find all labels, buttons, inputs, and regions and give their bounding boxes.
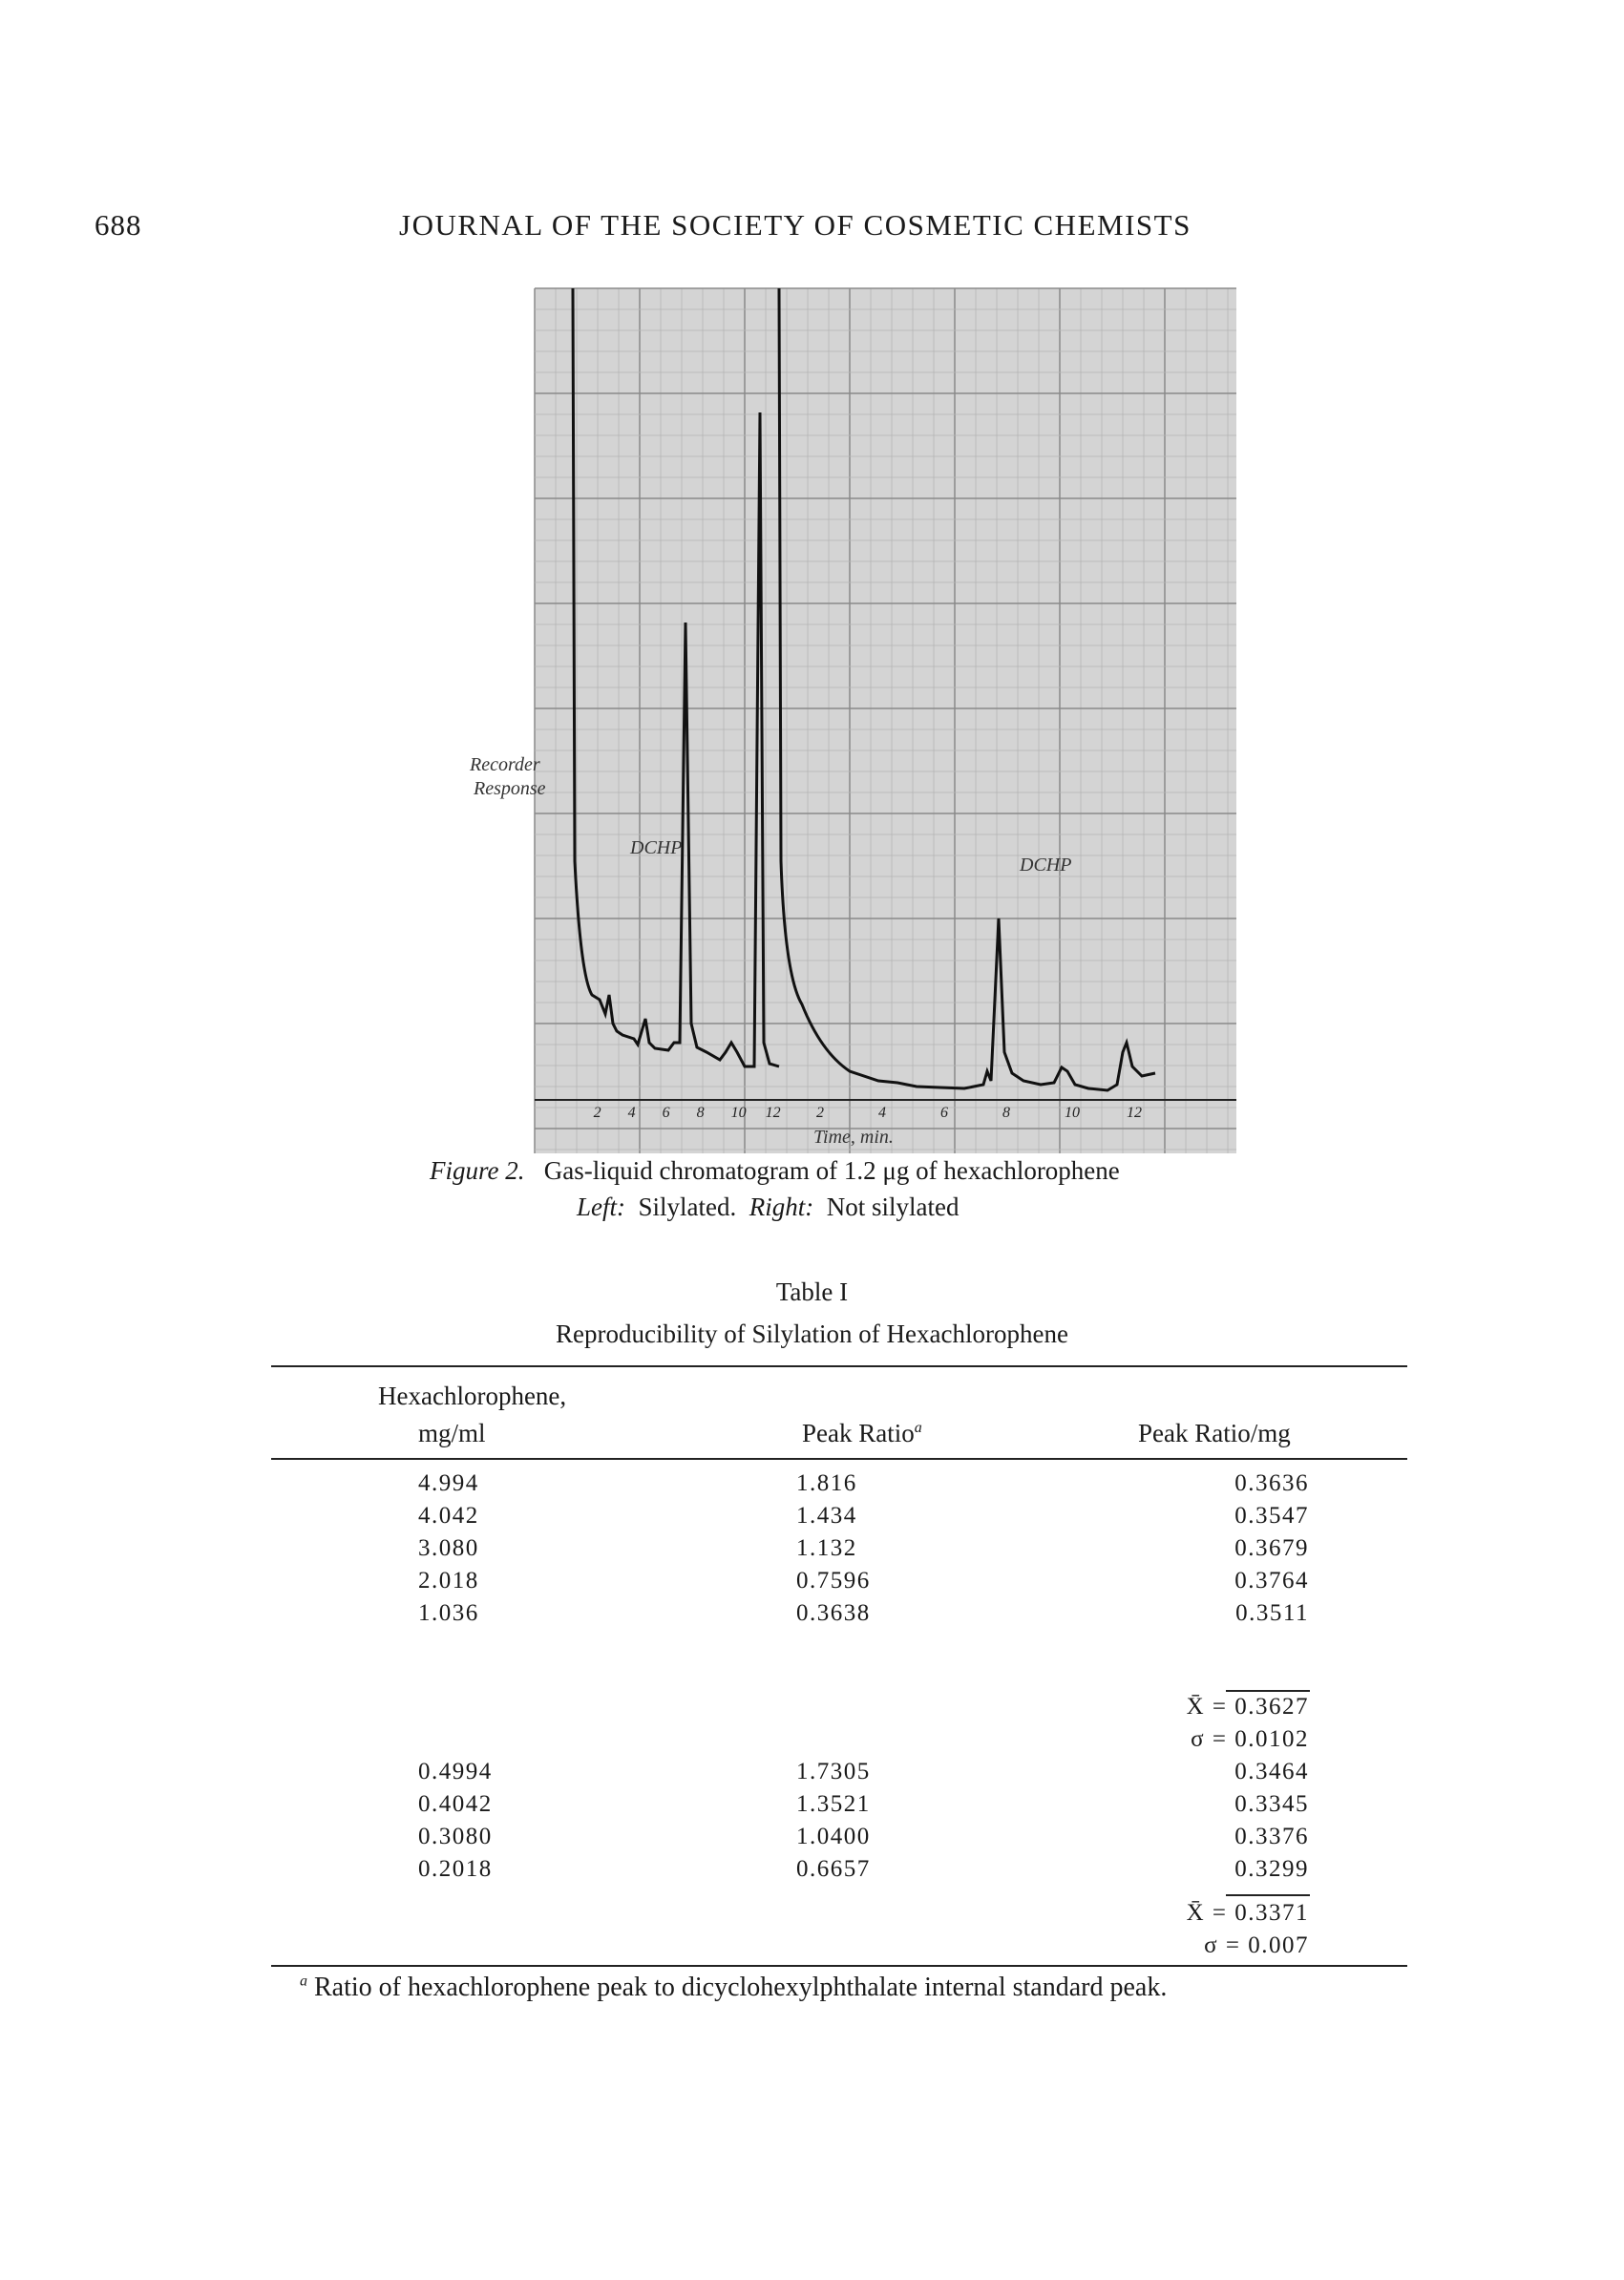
- caption-label: Figure 2.: [430, 1156, 525, 1185]
- x-tick-label: 2: [593, 1105, 601, 1121]
- group1-row-0-col-2: 1.816: [796, 1470, 857, 1496]
- x-tick-label: 6: [940, 1105, 948, 1121]
- footnote-mark: a: [300, 1973, 307, 1990]
- x-tick-label: 12: [765, 1105, 781, 1121]
- group2-row-3-col-1: 0.2018: [418, 1856, 493, 1882]
- col-header-2: [802, 1419, 922, 1448]
- table-title: Table I: [775, 1277, 849, 1306]
- chromatogram-svg: [470, 288, 1236, 1153]
- x-tick-label: 2: [816, 1105, 824, 1121]
- group2-row-2-col-2: 1.0400: [796, 1824, 871, 1849]
- group2-row-1-col-2: 1.3521: [796, 1791, 871, 1817]
- x-tick-label: 8: [1002, 1105, 1010, 1121]
- y-axis-label-2: Response: [474, 778, 546, 799]
- group2-row-0-col-3: 0.3464: [1234, 1759, 1309, 1784]
- group1-row-4-col-2: 0.3638: [796, 1600, 871, 1626]
- x-tick-label: 4: [878, 1105, 886, 1121]
- caption-left-text: Silylated.: [638, 1193, 737, 1221]
- table-subtitle: Reproducibility of Silylation of Hexachlorophene: [556, 1319, 1068, 1348]
- group1-sd: σ = 0.0102: [1191, 1726, 1309, 1752]
- group2-mean: X̄ = 0.3371: [1186, 1900, 1309, 1926]
- group2-row-2-col-3: 0.3376: [1234, 1824, 1309, 1849]
- peak-label-dchp-left: DCHP: [630, 837, 683, 858]
- group1-row-0-col-3: 0.3636: [1234, 1470, 1309, 1496]
- group1-mean: X̄ = 0.3627: [1186, 1694, 1309, 1720]
- col-header-2-text: Peak Ratio: [802, 1419, 915, 1447]
- group1-row-3-col-3: 0.3764: [1234, 1568, 1309, 1594]
- x-tick-label: 6: [662, 1105, 670, 1121]
- x-tick-label: 10: [730, 1105, 747, 1121]
- group2-row-0-col-1: 0.4994: [418, 1759, 493, 1784]
- table-header-rule: [271, 1458, 1407, 1460]
- x-axis-label: Time, min.: [813, 1127, 894, 1148]
- col-header-1-line2: mg/ml: [418, 1419, 486, 1447]
- x-tick-label: 4: [627, 1105, 636, 1121]
- group1-row-3-col-2: 0.7596: [796, 1568, 871, 1594]
- group1-row-0-col-1: 4.994: [418, 1470, 479, 1496]
- caption-left-label: Left:: [577, 1193, 625, 1221]
- group1-row-1-col-1: 4.042: [418, 1503, 479, 1529]
- col-header-1-line1: Hexachlorophene,: [378, 1382, 567, 1410]
- group2-row-3-col-3: 0.3299: [1234, 1856, 1309, 1882]
- group1-row-1-col-2: 1.434: [796, 1503, 857, 1529]
- table-top-rule: [271, 1365, 1407, 1367]
- journal-title: JOURNAL OF THE SOCIETY OF COSMETIC CHEMISTS: [399, 208, 1192, 242]
- table-bottom-rule: [271, 1965, 1407, 1967]
- figure-caption-line2: [577, 1193, 959, 1222]
- group1-row-1-col-3: 0.3547: [1234, 1503, 1309, 1529]
- footnote-text: Ratio of hexachlorophene peak to dicyclohexylphthalate internal standard peak.: [314, 1973, 1168, 2002]
- group2-row-0-col-2: 1.7305: [796, 1759, 871, 1784]
- x-tick-label: 10: [1065, 1105, 1080, 1121]
- group1-row-2-col-1: 3.080: [418, 1535, 479, 1561]
- x-tick-label: 8: [696, 1105, 705, 1121]
- group1-row-3-col-1: 2.018: [418, 1568, 479, 1594]
- caption-text: Gas-liquid chromatogram of 1.2 μg of hexachlorophene: [543, 1156, 1120, 1185]
- group1-row-2-col-3: 0.3679: [1234, 1535, 1309, 1561]
- mean-rule-1: [1226, 1690, 1310, 1692]
- group2-row-3-col-2: 0.6657: [796, 1856, 871, 1882]
- caption-right-text: Not silylated: [826, 1193, 960, 1221]
- group2-row-2-col-1: 0.3080: [418, 1824, 493, 1849]
- group2-row-1-col-3: 0.3345: [1234, 1791, 1309, 1817]
- group1-row-2-col-2: 1.132: [796, 1535, 857, 1561]
- group1-row-4-col-1: 1.036: [418, 1600, 479, 1626]
- peak-label-dchp-right: DCHP: [1020, 855, 1072, 876]
- group2-row-1-col-1: 0.4042: [418, 1791, 493, 1817]
- y-axis-label-1: Recorder: [470, 754, 540, 775]
- group1-row-4-col-3: 0.3511: [1235, 1600, 1309, 1626]
- page-number: 688: [95, 208, 142, 242]
- chromatogram-figure: [470, 288, 1236, 1153]
- col-header-3: Peak Ratio/mg: [1138, 1419, 1291, 1447]
- group2-sd: σ = 0.007: [1204, 1932, 1309, 1958]
- x-tick-label: 12: [1127, 1105, 1142, 1121]
- col-header-2-sup: a: [914, 1420, 922, 1436]
- table-footnote: [300, 1973, 1167, 2003]
- figure-caption-line1: [430, 1156, 1120, 1186]
- mean-rule-2: [1226, 1894, 1310, 1896]
- caption-right-label: Right:: [749, 1193, 814, 1221]
